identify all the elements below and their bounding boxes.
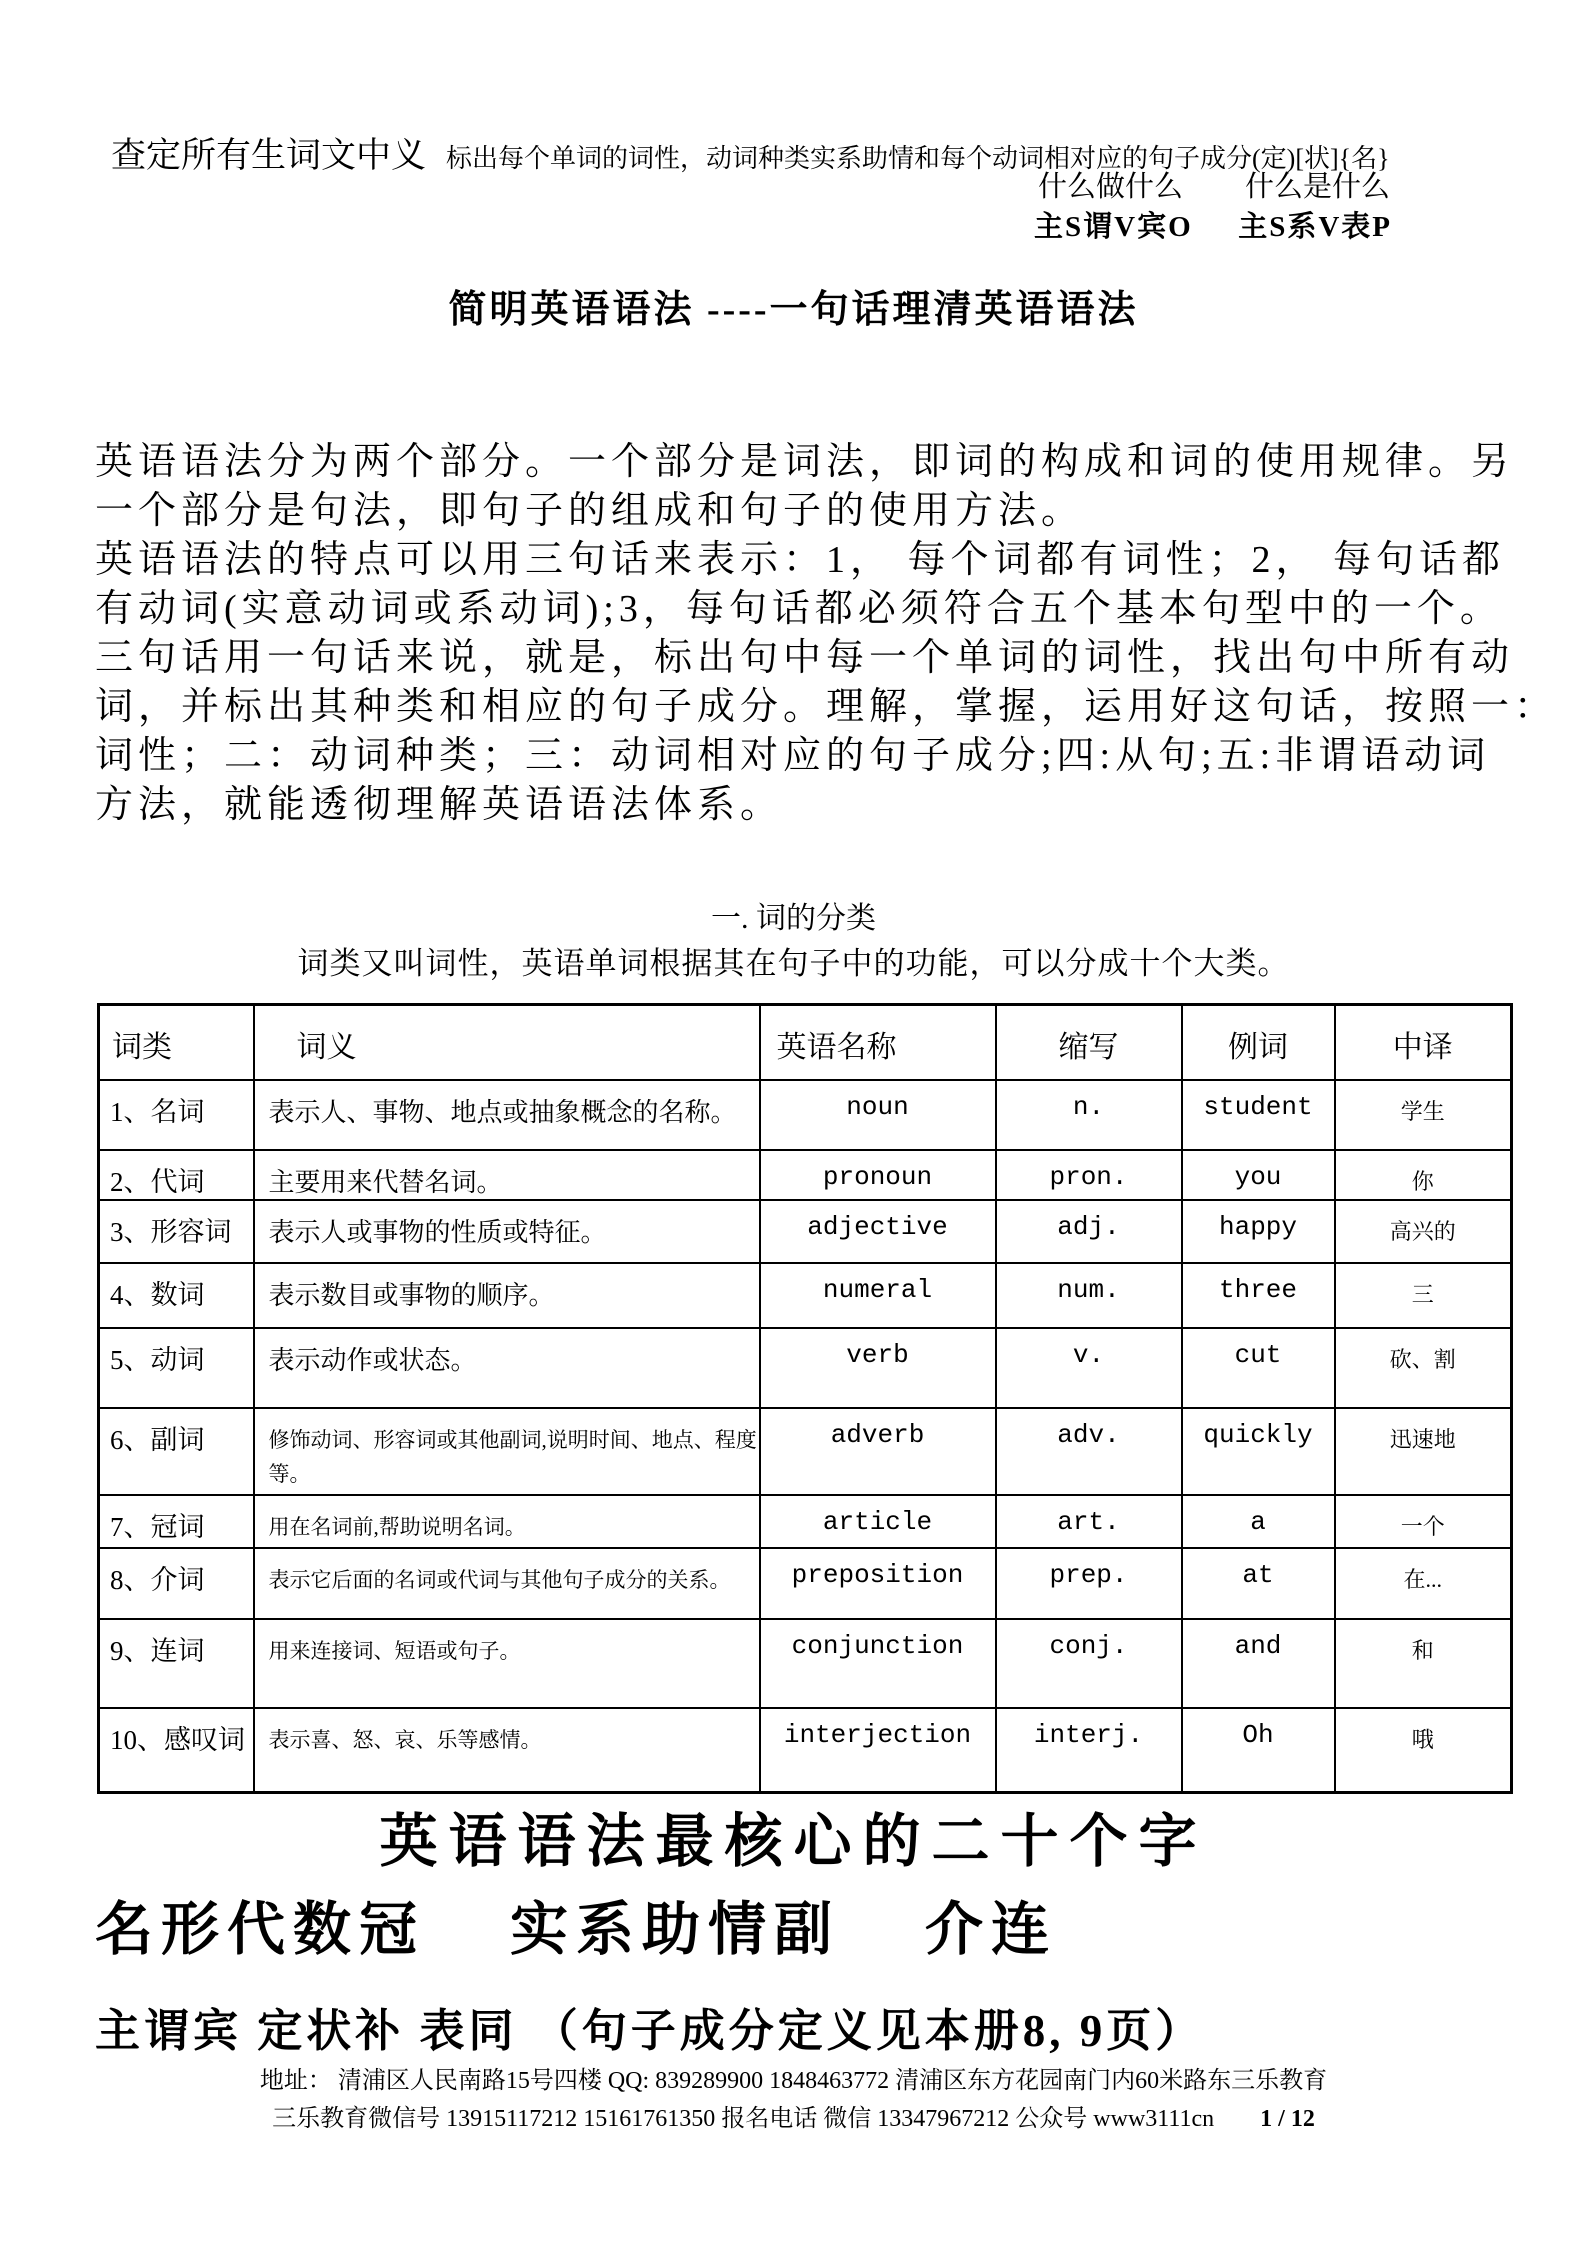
table-row: [99, 1080, 1512, 1150]
cell-example: happy: [1182, 1200, 1335, 1263]
cell-meaning: 表示它后面的名词或代词与其他句子成分的关系。: [254, 1548, 760, 1619]
intro-paragraph: [95, 438, 1558, 830]
cell-word-class: 6、副词: [99, 1408, 254, 1495]
cell-example: three: [1182, 1263, 1335, 1328]
cell-translation: 在...: [1335, 1548, 1512, 1619]
cell-english-name: pronoun: [760, 1150, 996, 1200]
cell-english-name: conjunction: [760, 1619, 996, 1708]
cell-word-class: 10、感叹词: [99, 1708, 254, 1793]
intro-line: 英语语法的特点可以用三句话来表示：1， 每个词都有词性；2， 每句话都: [95, 539, 1506, 581]
cell-abbr: n.: [996, 1080, 1182, 1150]
cell-english-name: preposition: [760, 1548, 996, 1619]
cell-english-name: interjection: [760, 1708, 996, 1793]
cell-meaning: 主要用来代替名词。: [254, 1150, 760, 1200]
cell-abbr: art.: [996, 1495, 1182, 1548]
cell-example: student: [1182, 1080, 1335, 1150]
cell-english-name: noun: [760, 1080, 996, 1150]
intro-line: 词性；二：动词种类；三：动词相对应的句子成分;四:从句;五:非谓语动词: [95, 735, 1491, 777]
cell-translation: 高兴的: [1335, 1200, 1512, 1263]
cell-example: quickly: [1182, 1408, 1335, 1495]
cell-word-class: 5、动词: [99, 1328, 254, 1408]
table-row: [99, 1150, 1512, 1200]
footer-address-line: 地址： 清浦区人民南路15号四楼 QQ: 839289900 1848463772 清浦区东方花园南门内60米路东三乐教育: [259, 2068, 1328, 2094]
sentence-elements-line: 主谓宾 定状补 表同 （句子成分定义见本册8, 9页）: [95, 2006, 1205, 2056]
cell-example: and: [1182, 1619, 1335, 1708]
cell-example: Oh: [1182, 1708, 1335, 1793]
section-heading: 一. 词的分类: [711, 902, 876, 935]
col-header-abbr: 缩写: [996, 1005, 1182, 1080]
cell-example: you: [1182, 1150, 1335, 1200]
cell-translation: 一个: [1335, 1495, 1512, 1548]
footer-contact-line: [0, 2098, 1587, 2133]
header-annotation-line3: [1034, 204, 1392, 245]
cell-translation: 你: [1335, 1150, 1512, 1200]
cell-abbr: num.: [996, 1263, 1182, 1328]
cell-example: at: [1182, 1548, 1335, 1619]
cell-word-class: 7、冠词: [99, 1495, 254, 1548]
cell-abbr: adj.: [996, 1200, 1182, 1263]
cell-english-name: article: [760, 1495, 996, 1548]
section-subtitle: 词类又叫词性，英语单词根据其在句子中的功能，可以分成十个大类。: [297, 946, 1290, 981]
footer-contact-text: 三乐教育微信号 13915117212 15161761350 报名电话 微信 13347967212 公众号 www3111cn: [272, 2106, 1215, 2132]
intro-line: 有动词(实意动词或系动词);3，每句话都必须符合五个基本句型中的一个。: [95, 588, 1503, 630]
cell-english-name: numeral: [760, 1263, 996, 1328]
cell-meaning: 表示人、事物、地点或抽象概念的名称。: [254, 1080, 760, 1150]
cell-abbr: interj.: [996, 1708, 1182, 1793]
cell-meaning: 表示数目或事物的顺序。: [254, 1263, 760, 1328]
core-words-heading: 英语语法最核心的二十个字: [379, 1809, 1208, 1874]
cell-word-class: 1、名词: [99, 1080, 254, 1150]
intro-line: 三句话用一句话来说，就是，标出句中每一个单词的词性，找出句中所有动: [95, 637, 1515, 679]
page-number: 1 / 12: [1260, 2106, 1315, 2132]
annotation-lead: 查定所有生词文中义: [111, 136, 427, 175]
cell-abbr: adv.: [996, 1408, 1182, 1495]
annotation-svp: 主S系V表P: [1238, 211, 1392, 243]
cell-english-name: adverb: [760, 1408, 996, 1495]
cell-word-class: 9、连词: [99, 1619, 254, 1708]
col-header-meaning: 词义: [254, 1005, 760, 1080]
cell-translation: 砍、割: [1335, 1328, 1512, 1408]
annotation-svo: 主S谓V宾O: [1034, 211, 1193, 243]
cell-word-class: 8、介词: [99, 1548, 254, 1619]
cell-abbr: conj.: [996, 1619, 1182, 1708]
table-row: [99, 1619, 1512, 1708]
intro-line: 英语语法分为两个部分。一个部分是词法，即词的构成和词的使用规律。另: [95, 441, 1515, 483]
cell-abbr: pron.: [996, 1150, 1182, 1200]
intro-line: 词，并标出其种类和相应的句子成分。理解，掌握，运用好这句话，按照一：: [95, 686, 1558, 728]
cell-word-class: 2、代词: [99, 1150, 254, 1200]
parts-of-speech-table: [97, 1003, 1513, 1794]
core-group-3: 介连: [925, 1897, 1058, 1962]
cell-abbr: v.: [996, 1328, 1182, 1408]
cell-translation: 迅速地: [1335, 1408, 1512, 1495]
page-title: 简明英语语法 ----一句话理清英语语法: [448, 289, 1139, 331]
table-row: [99, 1408, 1512, 1495]
col-header-example: 例词: [1182, 1005, 1335, 1080]
core-words-line: [95, 1882, 1057, 1966]
cell-english-name: verb: [760, 1328, 996, 1408]
cell-meaning: 用在名词前,帮助说明名词。: [254, 1495, 760, 1548]
intro-line: 一个部分是句法，即句子的组成和句子的使用方法。: [95, 490, 1085, 532]
header-annotation-line2: [1038, 164, 1390, 205]
cell-translation: 三: [1335, 1263, 1512, 1328]
annotation-do-what: 什么做什么: [1038, 171, 1184, 203]
annotation-rest: 标出每个单词的词性，动词种类实系助情和每个动词相对应的句子成分(定)[状]{名}: [446, 144, 1390, 173]
cell-abbr: prep.: [996, 1548, 1182, 1619]
cell-example: a: [1182, 1495, 1335, 1548]
cell-example: cut: [1182, 1328, 1335, 1408]
core-group-1: 名形代数冠: [95, 1897, 426, 1962]
table-row: [99, 1548, 1512, 1619]
cell-translation: 哦: [1335, 1708, 1512, 1793]
col-header-english-name: 英语名称: [760, 1005, 996, 1080]
table-header-row: [99, 1005, 1512, 1080]
cell-word-class: 3、形容词: [99, 1200, 254, 1263]
table-row: [99, 1708, 1512, 1793]
cell-translation: 和: [1335, 1619, 1512, 1708]
table-row: [99, 1263, 1512, 1328]
cell-english-name: adjective: [760, 1200, 996, 1263]
table-row: [99, 1495, 1512, 1548]
core-group-2: 实系助情副: [510, 1897, 841, 1962]
annotation-is-what: 什么是什么: [1244, 171, 1390, 203]
table-row: [99, 1328, 1512, 1408]
cell-meaning: 表示人或事物的性质或特征。: [254, 1200, 760, 1263]
cell-meaning: 表示动作或状态。: [254, 1328, 760, 1408]
cell-meaning: 用来连接词、短语或句子。: [254, 1619, 760, 1708]
cell-meaning: 表示喜、怒、哀、乐等感情。: [254, 1708, 760, 1793]
intro-line: 方法，就能透彻理解英语语法体系。: [95, 784, 784, 826]
table-row: [99, 1200, 1512, 1263]
col-header-translation: 中译: [1335, 1005, 1512, 1080]
cell-meaning: 修饰动词、形容词或其他副词,说明时间、地点、程度等。: [254, 1408, 760, 1495]
col-header-word-class: 词类: [99, 1005, 254, 1080]
cell-word-class: 4、数词: [99, 1263, 254, 1328]
cell-translation: 学生: [1335, 1080, 1512, 1150]
